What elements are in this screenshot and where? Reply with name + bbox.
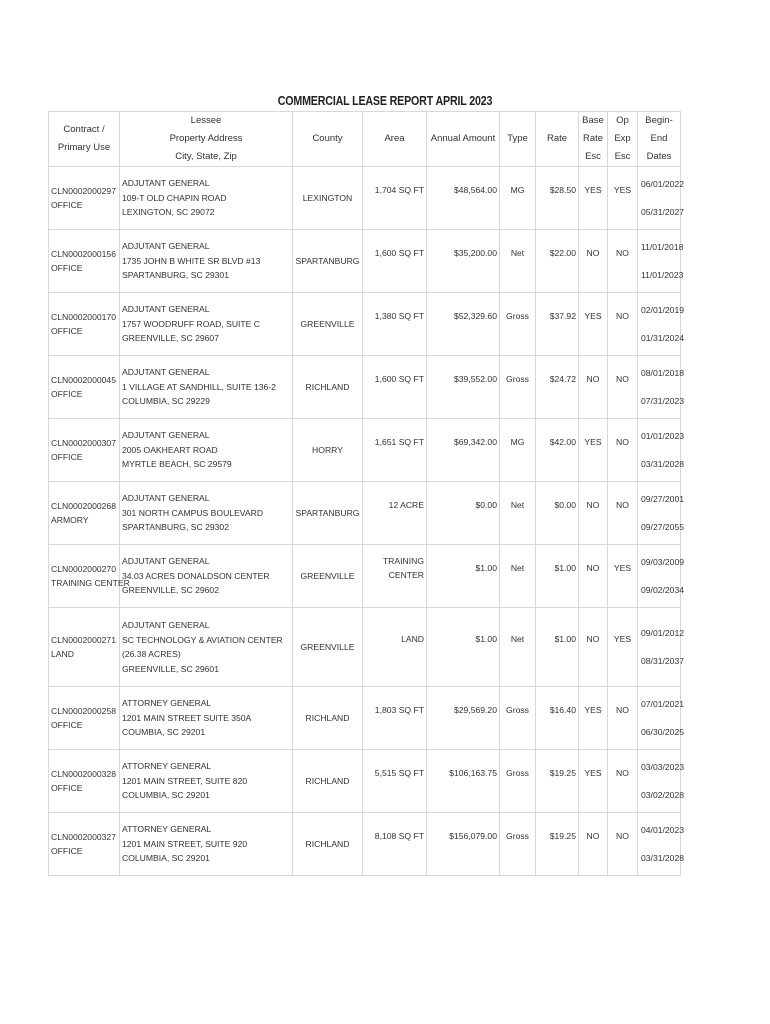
begin-date: 06/01/2022	[641, 179, 685, 189]
area-value: 1,651 SQ FT	[374, 436, 424, 447]
table-row	[49, 419, 681, 482]
table-row	[49, 813, 681, 876]
county-cell: GREENVILLE	[293, 608, 363, 687]
area-cell	[363, 608, 427, 687]
begin-date: 01/01/2023	[641, 431, 685, 441]
base-rate-esc-cell	[579, 750, 608, 813]
area-value: 5,515 SQ FT	[374, 767, 424, 778]
end-date: 08/31/2037	[641, 656, 685, 666]
begin-date: 09/03/2009	[641, 557, 685, 567]
type-cell	[500, 687, 536, 750]
dates-cell	[638, 356, 685, 419]
base-rate-esc-cell	[579, 482, 608, 545]
primary-use: ARMORY	[51, 515, 89, 525]
base-rate-esc-cell	[579, 356, 608, 419]
contract-cell	[49, 419, 120, 482]
op-exp-esc-cell	[608, 356, 638, 419]
base-rate-esc-value: NO	[586, 247, 600, 258]
header-contract: Contract / Primary Use	[49, 112, 120, 167]
base-rate-esc-value: YES	[584, 704, 602, 715]
rate-cell	[536, 419, 579, 482]
contract-number: CLN0002000327	[51, 831, 116, 842]
lessee-cell	[120, 608, 293, 687]
area-cell	[363, 482, 427, 545]
header-lessee: Lessee Property Address City, State, Zip	[120, 112, 293, 167]
rate-value: $37.92	[549, 310, 576, 321]
end-date: 09/02/2034	[641, 585, 685, 595]
op-exp-esc-value: YES	[613, 633, 632, 644]
area-value: 1,600 SQ FT	[374, 247, 424, 258]
rate-cell	[536, 608, 579, 687]
annual-amount-value: $0.00	[475, 499, 497, 510]
primary-use: OFFICE	[51, 200, 83, 210]
base-rate-esc-value: NO	[586, 373, 600, 384]
op-exp-esc-value: NO	[616, 767, 629, 778]
county-cell: GREENVILLE	[293, 293, 363, 356]
county-cell: GREENVILLE	[293, 545, 363, 608]
county-cell: RICHLAND	[293, 750, 363, 813]
annual-amount-value: $1.00	[475, 562, 497, 573]
type-value: Gross	[506, 310, 529, 321]
contract-number: CLN0002000258	[51, 705, 116, 716]
base-rate-esc-value: YES	[584, 767, 602, 778]
dates-cell	[638, 167, 685, 230]
op-exp-esc-value: NO	[616, 499, 629, 510]
type-cell	[500, 356, 536, 419]
rate-cell	[536, 687, 579, 750]
contract-cell	[49, 750, 120, 813]
lessee-name: ADJUTANT GENERAL	[122, 241, 210, 252]
base-rate-esc-cell	[579, 230, 608, 293]
rate-value: $19.25	[549, 767, 576, 778]
type-value: Gross	[506, 830, 529, 841]
annual-amount-cell	[427, 750, 500, 813]
county-cell: HORRY	[293, 419, 363, 482]
contract-number: CLN0002000270	[51, 563, 116, 574]
begin-date: 07/01/2021	[641, 699, 685, 709]
lessee-cell	[120, 419, 293, 482]
area-cell	[363, 813, 427, 876]
annual-amount-cell	[427, 482, 500, 545]
area-value: 1,803 SQ FT	[374, 704, 424, 715]
header-base-rate-esc: Base Rate Esc	[579, 112, 608, 167]
end-date: 01/31/2024	[641, 333, 685, 343]
lessee-name: ADJUTANT GENERAL	[122, 620, 210, 630]
lessee-cell	[120, 687, 293, 750]
primary-use: OFFICE	[51, 452, 83, 462]
annual-amount-value: $69,342.00	[453, 436, 497, 447]
header-county: County	[293, 112, 363, 167]
property-address: 1757 WOODRUFF ROAD, SUITE C	[122, 318, 260, 329]
end-date: 05/31/2027	[641, 207, 685, 217]
property-address: SC TECHNOLOGY & AVIATION CENTER (26.38 ACRES)	[122, 634, 283, 659]
lessee-cell	[120, 356, 293, 419]
table-row	[49, 230, 681, 293]
rate-value: $42.00	[549, 436, 576, 447]
op-exp-esc-value: NO	[616, 373, 629, 384]
begin-date: 02/01/2019	[641, 305, 685, 315]
header-rate: Rate	[536, 112, 579, 167]
dates-cell	[638, 482, 685, 545]
primary-use: TRAINING CENTER	[51, 578, 130, 588]
lessee-cell	[120, 545, 293, 608]
lessee-name: ADJUTANT GENERAL	[122, 304, 210, 315]
annual-amount-cell	[427, 545, 500, 608]
begin-date: 09/27/2001	[641, 494, 685, 504]
annual-amount-value: $156,079.00	[449, 830, 497, 841]
type-value: Net	[510, 562, 525, 573]
city-state-zip: COLUMBIA, SC 29201	[122, 790, 210, 801]
contract-number: CLN0002000328	[51, 768, 116, 779]
begin-date: 08/01/2018	[641, 368, 685, 378]
op-exp-esc-value: NO	[616, 310, 629, 321]
annual-amount-cell	[427, 293, 500, 356]
contract-cell	[49, 230, 120, 293]
city-state-zip: COLUMBIA, SC 29229	[122, 396, 210, 407]
annual-amount-value: $106,163.75	[449, 767, 497, 778]
end-date: 06/30/2025	[641, 727, 685, 737]
lessee-cell	[120, 750, 293, 813]
base-rate-esc-value: YES	[584, 436, 602, 447]
rate-cell	[536, 482, 579, 545]
type-cell	[500, 419, 536, 482]
table-row	[49, 608, 681, 687]
end-date: 03/02/2028	[641, 790, 685, 800]
base-rate-esc-cell	[579, 687, 608, 750]
table-row	[49, 482, 681, 545]
rate-cell	[536, 293, 579, 356]
rate-value: $16.40	[549, 704, 576, 715]
lessee-name: ADJUTANT GENERAL	[122, 556, 210, 567]
contract-number: CLN0002000170	[51, 311, 116, 322]
rate-value: $24.72	[549, 373, 576, 384]
dates-cell	[638, 293, 685, 356]
primary-use: OFFICE	[51, 263, 83, 273]
dates-cell	[638, 608, 685, 687]
primary-use: OFFICE	[51, 783, 83, 793]
op-exp-esc-value: NO	[616, 436, 629, 447]
annual-amount-cell	[427, 608, 500, 687]
annual-amount-cell	[427, 356, 500, 419]
lessee-cell	[120, 230, 293, 293]
type-value: Net	[510, 247, 525, 258]
city-state-zip: GREENVILLE, SC 29602	[122, 585, 219, 596]
city-state-zip: SPARTANBURG, SC 29302	[122, 522, 229, 533]
property-address: 1201 MAIN STREET, SUITE 920	[122, 838, 248, 849]
base-rate-esc-cell	[579, 545, 608, 608]
rate-value: $22.00	[549, 247, 576, 258]
contract-number: CLN0002000045	[51, 374, 116, 385]
rate-cell	[536, 545, 579, 608]
property-address: 109-T OLD CHAPIN ROAD	[122, 192, 227, 203]
area-cell	[363, 750, 427, 813]
area-cell	[363, 230, 427, 293]
contract-cell	[49, 356, 120, 419]
end-date: 03/31/2028	[641, 853, 685, 863]
type-value: Gross	[506, 373, 529, 384]
county-cell: SPARTANBURG	[293, 482, 363, 545]
area-value: LAND	[401, 633, 424, 644]
type-cell	[500, 230, 536, 293]
primary-use: OFFICE	[51, 389, 83, 399]
annual-amount-value: $35,200.00	[453, 247, 497, 258]
contract-number: CLN0002000307	[51, 437, 116, 448]
base-rate-esc-value: YES	[584, 310, 602, 321]
dates-cell	[638, 419, 685, 482]
header-annual-amount: Annual Amount	[427, 112, 500, 167]
report-title: COMMERCIAL LEASE REPORT APRIL 2023	[277, 93, 493, 108]
op-exp-esc-cell	[608, 419, 638, 482]
type-value: Gross	[506, 704, 529, 715]
lessee-cell	[120, 813, 293, 876]
type-cell	[500, 813, 536, 876]
rate-cell	[536, 230, 579, 293]
header-dates: Begin-End Dates	[638, 112, 681, 167]
property-address: 1735 JOHN B WHITE SR BLVD #13	[122, 255, 261, 266]
contract-cell	[49, 813, 120, 876]
area-value: 1,600 SQ FT	[374, 373, 424, 384]
rate-cell	[536, 167, 579, 230]
contract-cell	[49, 608, 120, 687]
table-row	[49, 687, 681, 750]
area-value: 1,380 SQ FT	[374, 310, 424, 321]
base-rate-esc-value: NO	[586, 830, 600, 841]
base-rate-esc-value: YES	[584, 184, 602, 195]
op-exp-esc-value: NO	[616, 830, 629, 841]
rate-value: $0.00	[554, 499, 576, 510]
dates-cell	[638, 230, 684, 293]
county-cell: RICHLAND	[293, 687, 363, 750]
rate-cell	[536, 813, 579, 876]
op-exp-esc-cell	[608, 750, 638, 813]
city-state-zip: LEXINGTON, SC 29072	[122, 207, 215, 218]
contract-cell	[49, 482, 120, 545]
lessee-name: ATTORNEY GENERAL	[122, 761, 212, 772]
begin-date: 03/03/2023	[641, 762, 685, 772]
type-value: Net	[510, 633, 525, 644]
base-rate-esc-cell	[579, 293, 608, 356]
base-rate-esc-cell	[579, 608, 608, 687]
type-value: MG	[510, 436, 525, 447]
annual-amount-value: $48,564.00	[453, 184, 497, 195]
base-rate-esc-value: NO	[586, 499, 600, 510]
op-exp-esc-cell	[608, 230, 638, 293]
lessee-cell	[120, 167, 293, 230]
contract-number: CLN0002000297	[51, 185, 116, 196]
primary-use: OFFICE	[51, 846, 83, 856]
type-cell	[500, 608, 536, 687]
contract-number: CLN0002000156	[51, 248, 116, 259]
city-state-zip: SPARTANBURG, SC 29301	[122, 270, 229, 281]
op-exp-esc-cell	[608, 687, 638, 750]
area-value: 8,108 SQ FT	[374, 830, 424, 841]
property-address: 301 NORTH CAMPUS BOULEVARD	[122, 507, 264, 518]
property-address: 2005 OAKHEART ROAD	[122, 444, 218, 455]
lessee-name: ADJUTANT GENERAL	[122, 178, 210, 189]
property-address: 34.03 ACRES DONALDSON CENTER	[122, 570, 270, 581]
annual-amount-cell	[427, 167, 500, 230]
annual-amount-value: $29,569.20	[453, 704, 497, 715]
table-row	[49, 750, 681, 813]
base-rate-esc-cell	[579, 813, 608, 876]
op-exp-esc-value: NO	[616, 704, 629, 715]
annual-amount-value: $52,329.60	[453, 310, 497, 321]
rate-value: $19.25	[549, 830, 576, 841]
county-cell: LEXINGTON	[293, 167, 363, 230]
area-cell	[363, 545, 427, 608]
rate-value: $1.00	[554, 633, 576, 644]
end-date: 09/27/2055	[641, 522, 685, 532]
type-cell	[500, 482, 536, 545]
lessee-name: ATTORNEY GENERAL	[122, 824, 212, 835]
header-op-exp-esc: Op Exp Esc	[608, 112, 638, 167]
lessee-name: ADJUTANT GENERAL	[122, 367, 210, 378]
rate-value: $28.50	[549, 184, 576, 195]
city-state-zip: COLUMBIA, SC 29201	[122, 853, 210, 864]
county-cell: SPARTANBURG	[293, 230, 363, 293]
table-row	[49, 545, 681, 608]
type-cell	[500, 750, 536, 813]
city-state-zip: GREENVILLE, SC 29601	[122, 663, 219, 674]
lessee-name: ADJUTANT GENERAL	[122, 493, 210, 504]
base-rate-esc-value: NO	[586, 562, 600, 573]
dates-cell	[638, 687, 685, 750]
header-row	[49, 112, 681, 167]
contract-number: CLN0002000271	[51, 634, 116, 645]
rate-cell	[536, 356, 579, 419]
dates-cell	[638, 545, 685, 608]
op-exp-esc-cell	[608, 293, 638, 356]
contract-cell	[49, 545, 130, 608]
contract-cell	[49, 293, 120, 356]
area-cell	[363, 167, 427, 230]
type-value: MG	[510, 184, 525, 195]
base-rate-esc-cell	[579, 419, 608, 482]
type-cell	[500, 167, 536, 230]
annual-amount-value: $39,552.00	[453, 373, 497, 384]
begin-date: 09/01/2012	[641, 628, 685, 638]
end-date: 07/31/2023	[641, 396, 685, 406]
contract-cell	[49, 167, 120, 230]
property-address: 1201 MAIN STREET SUITE 350A	[122, 712, 252, 723]
area-cell	[363, 356, 427, 419]
base-rate-esc-value: NO	[586, 633, 600, 644]
primary-use: OFFICE	[51, 326, 83, 336]
type-cell	[500, 293, 536, 356]
op-exp-esc-cell	[608, 167, 638, 230]
county-cell: RICHLAND	[293, 356, 363, 419]
area-cell	[363, 419, 427, 482]
type-value: Gross	[506, 767, 529, 778]
op-exp-esc-cell	[608, 482, 638, 545]
lessee-cell	[120, 482, 293, 545]
dates-cell	[638, 750, 685, 813]
rate-value: $1.00	[554, 562, 576, 573]
lessee-cell	[120, 293, 293, 356]
annual-amount-cell	[427, 687, 500, 750]
op-exp-esc-cell	[608, 608, 638, 687]
city-state-zip: MYRTLE BEACH, SC 29579	[122, 459, 232, 470]
lessee-name: ATTORNEY GENERAL	[122, 698, 212, 709]
annual-amount-cell	[427, 813, 500, 876]
op-exp-esc-value: NO	[616, 247, 629, 258]
area-value: 12 ACRE	[388, 499, 424, 510]
base-rate-esc-cell	[579, 167, 608, 230]
table-row	[49, 356, 681, 419]
property-address: 1 VILLAGE AT SANDHILL, SUITE 136-2	[122, 381, 276, 392]
annual-amount-value: $1.00	[475, 633, 497, 644]
area-value: 1,704 SQ FT	[374, 184, 424, 195]
op-exp-esc-cell	[608, 545, 638, 608]
county-cell: RICHLAND	[293, 813, 363, 876]
lessee-name: ADJUTANT GENERAL	[122, 430, 210, 441]
primary-use: OFFICE	[51, 720, 83, 730]
op-exp-esc-value: YES	[613, 562, 632, 573]
city-state-zip: GREENVILLE, SC 29607	[122, 333, 219, 344]
contract-number: CLN0002000268	[51, 500, 116, 511]
area-cell	[363, 687, 427, 750]
annual-amount-cell	[427, 230, 500, 293]
op-exp-esc-cell	[608, 813, 638, 876]
area-cell	[363, 293, 427, 356]
header-area: Area	[363, 112, 427, 167]
table-row	[49, 167, 681, 230]
city-state-zip: COUMBIA, SC 29201	[122, 727, 206, 738]
rate-cell	[536, 750, 579, 813]
end-date: 11/01/2023	[641, 270, 684, 280]
annual-amount-cell	[427, 419, 500, 482]
type-value: Net	[510, 499, 525, 510]
header-type: Type	[500, 112, 536, 167]
primary-use: LAND	[51, 649, 74, 659]
area-value: TRAINING CENTER	[382, 555, 424, 580]
begin-date: 11/01/2018	[641, 242, 684, 252]
table-row	[49, 293, 681, 356]
begin-date: 04/01/2023	[641, 825, 685, 835]
op-exp-esc-value: YES	[613, 184, 632, 195]
lease-table	[48, 111, 685, 876]
dates-cell	[638, 813, 685, 876]
contract-cell	[49, 687, 120, 750]
property-address: 1201 MAIN STREET, SUITE 820	[122, 775, 248, 786]
type-cell	[500, 545, 536, 608]
end-date: 03/31/2028	[641, 459, 685, 469]
